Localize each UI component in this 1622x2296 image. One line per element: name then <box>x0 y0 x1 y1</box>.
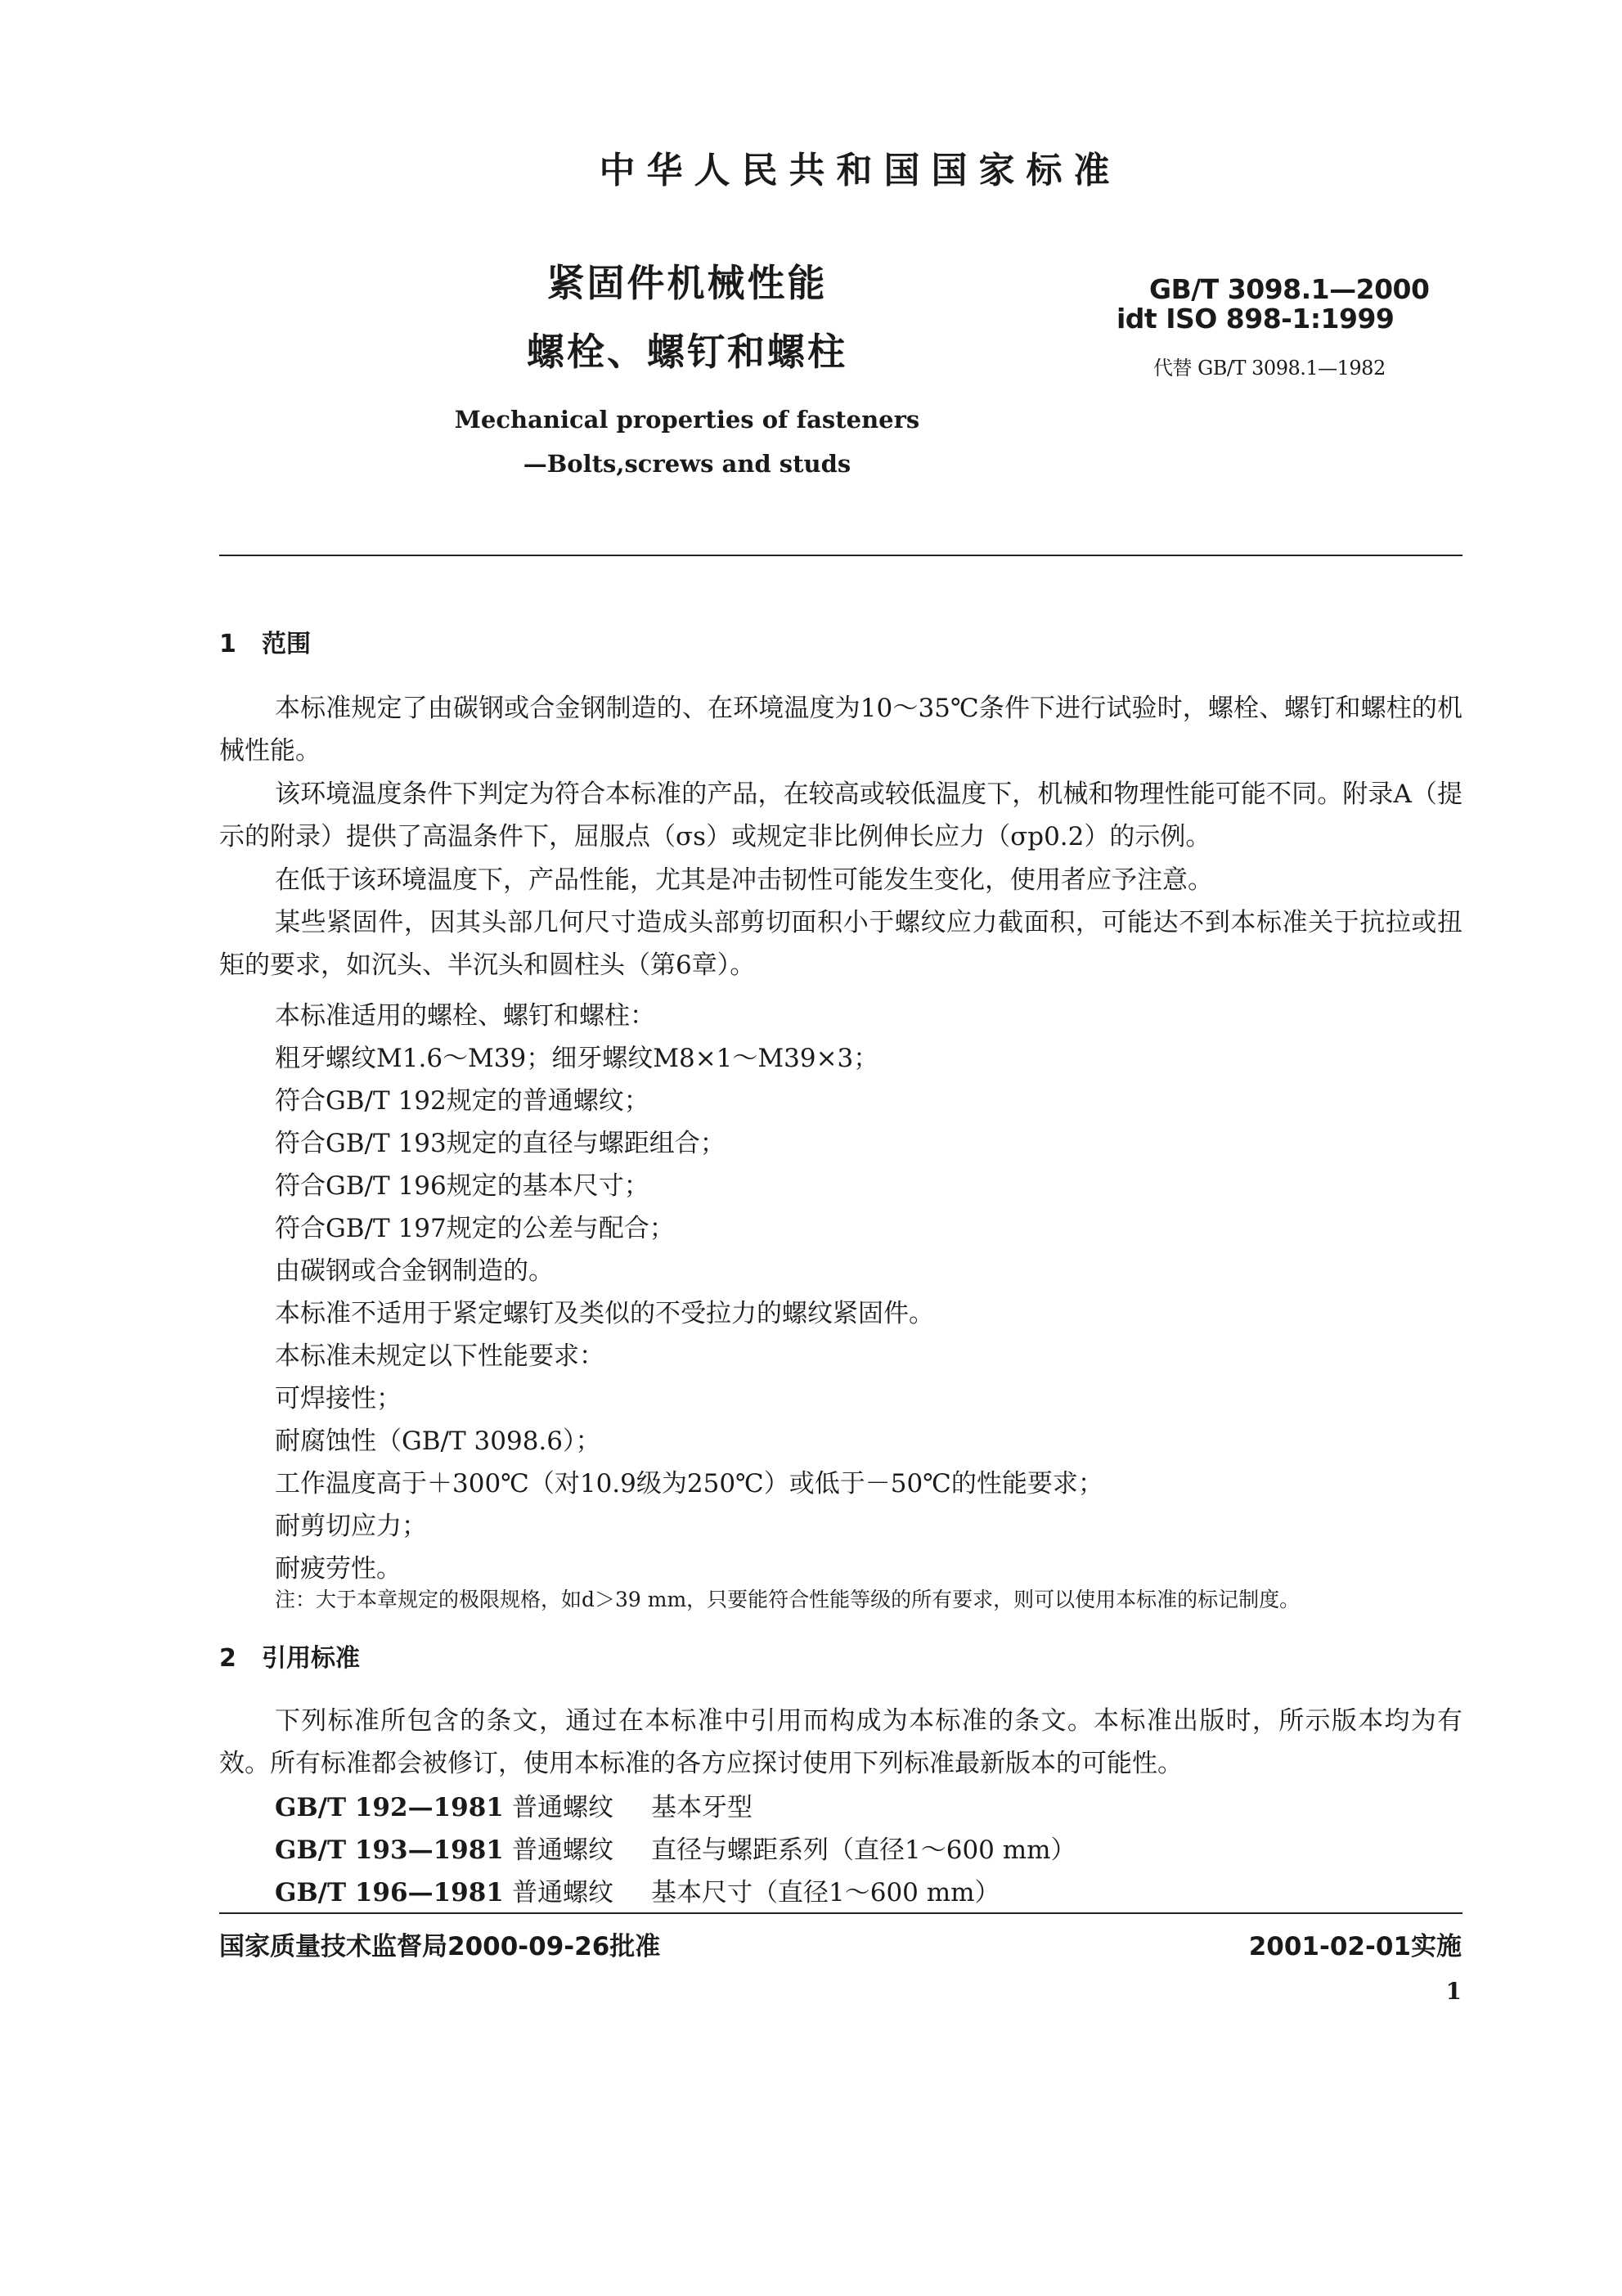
section-2-paragraph-1: 下列标准所包含的条文，通过在本标准中引用而构成为本标准的条文。本标准出版时，所示版本均为有效。所有标准都会被修订，使用本标准的各方应探讨使用下列标准最新版本的可能性。 <box>219 1706 1462 1778</box>
reference-name: 普通螺纹 <box>512 1878 613 1907</box>
section-1-paragraph-3: 在低于该环境温度下，产品性能，尤其是冲击韧性可能发生变化，使用者应予注意。 <box>275 865 1213 895</box>
list-item: 耐腐蚀性（GB/T 3098.6）； <box>275 1427 601 1456</box>
list-item: 耐剪切应力； <box>275 1512 427 1541</box>
section-1-note: 注：大于本章规定的极限规格，如d＞39 mm，只要能符合性能等级的所有要求，则可以使用本标准的标记制度。 <box>275 1588 1301 1611</box>
idt-reference: idt ISO 898-1:1999 <box>1117 303 1395 335</box>
section-2-heading <box>219 1638 360 1674</box>
list-item: 可焊接性； <box>275 1384 402 1413</box>
list-item: 本标准适用的螺栓、螺钉和螺柱： <box>275 1001 655 1031</box>
section-1-paragraph-4: 某些紧固件，因其头部几何尺寸造成头部剪切面积小于螺纹应力截面积，可能达不到本标准关于抗拉或扭矩的要求，如沉头、半沉头和圆柱头（第6章）。 <box>219 908 1462 980</box>
reference-row <box>275 1829 1076 1866</box>
approval-date: 国家质量技术监督局2000-09-26批准 <box>219 1932 661 1961</box>
standard-code: GB/T 3098.1—2000 <box>1149 273 1430 305</box>
title-zh-line2: 螺栓、螺钉和螺柱 <box>527 330 847 374</box>
list-item: 本标准未规定以下性能要求： <box>275 1341 604 1371</box>
reference-desc: 基本牙型 <box>651 1793 753 1822</box>
reference-code: GB/T 196—1981 <box>275 1878 504 1907</box>
section-2-title: 引用标准 <box>262 1644 360 1673</box>
reference-desc: 基本尺寸（直径1～600 mm） <box>651 1878 1000 1907</box>
header-divider <box>219 555 1462 556</box>
implementation-date: 2001-02-01实施 <box>1248 1932 1462 1961</box>
reference-code: GB/T 192—1981 <box>275 1793 504 1822</box>
reference-name: 普通螺纹 <box>512 1835 613 1865</box>
page-number: 1 <box>1445 1978 1462 2005</box>
national-standard-label: 中华人民共和国国家标准 <box>599 150 1121 191</box>
reference-desc: 直径与螺距系列（直径1～600 mm） <box>651 1835 1076 1865</box>
reference-row <box>275 1786 753 1823</box>
list-item: 符合GB/T 192规定的普通螺纹； <box>275 1086 649 1116</box>
list-item: 符合GB/T 193规定的直径与螺距组合； <box>275 1129 726 1158</box>
section-1-paragraph-1: 本标准规定了由碳钢或合金钢制造的、在环境温度为10～35℃条件下进行试验时，螺栓、螺钉和螺柱的机械性能。 <box>219 694 1462 766</box>
reference-row <box>275 1871 1000 1908</box>
reference-name: 普通螺纹 <box>512 1793 613 1822</box>
title-zh-line1: 紧固件机械性能 <box>546 261 828 305</box>
list-item: 粗牙螺纹M1.6～M39；细牙螺纹M8×1～M39×3； <box>275 1044 879 1073</box>
reference-code: GB/T 193—1981 <box>275 1835 504 1865</box>
replaces-reference: 代替 GB/T 3098.1—1982 <box>1153 357 1386 380</box>
list-item: 符合GB/T 196规定的基本尺寸； <box>275 1171 649 1201</box>
list-item: 符合GB/T 197规定的公差与配合； <box>275 1214 675 1243</box>
section-1-paragraph-2: 该环境温度条件下判定为符合本标准的产品，在较高或较低温度下，机械和物理性能可能不同。附录A（提示的附录）提供了高温条件下，屈服点（σs）或规定非比例伸长应力（σp0.2）的示例。 <box>219 780 1462 851</box>
list-item: 由碳钢或合金钢制造的。 <box>275 1256 554 1286</box>
list-item: 本标准不适用于紧定螺钉及类似的不受拉力的螺纹紧固件。 <box>275 1299 934 1328</box>
section-2-number: 2 <box>219 1644 236 1673</box>
section-1-number: 1 <box>219 630 236 658</box>
title-en-line2: —Bolts,screws and studs <box>523 450 851 478</box>
section-1-title: 范围 <box>262 630 311 658</box>
title-en-line1: Mechanical properties of fasteners <box>454 406 920 434</box>
list-item: 工作温度高于＋300℃（对10.9级为250℃）或低于－50℃的性能要求； <box>275 1469 1103 1498</box>
section-1-heading <box>219 623 311 659</box>
footer-divider <box>219 1912 1462 1914</box>
list-item: 耐疲劳性。 <box>275 1554 402 1584</box>
